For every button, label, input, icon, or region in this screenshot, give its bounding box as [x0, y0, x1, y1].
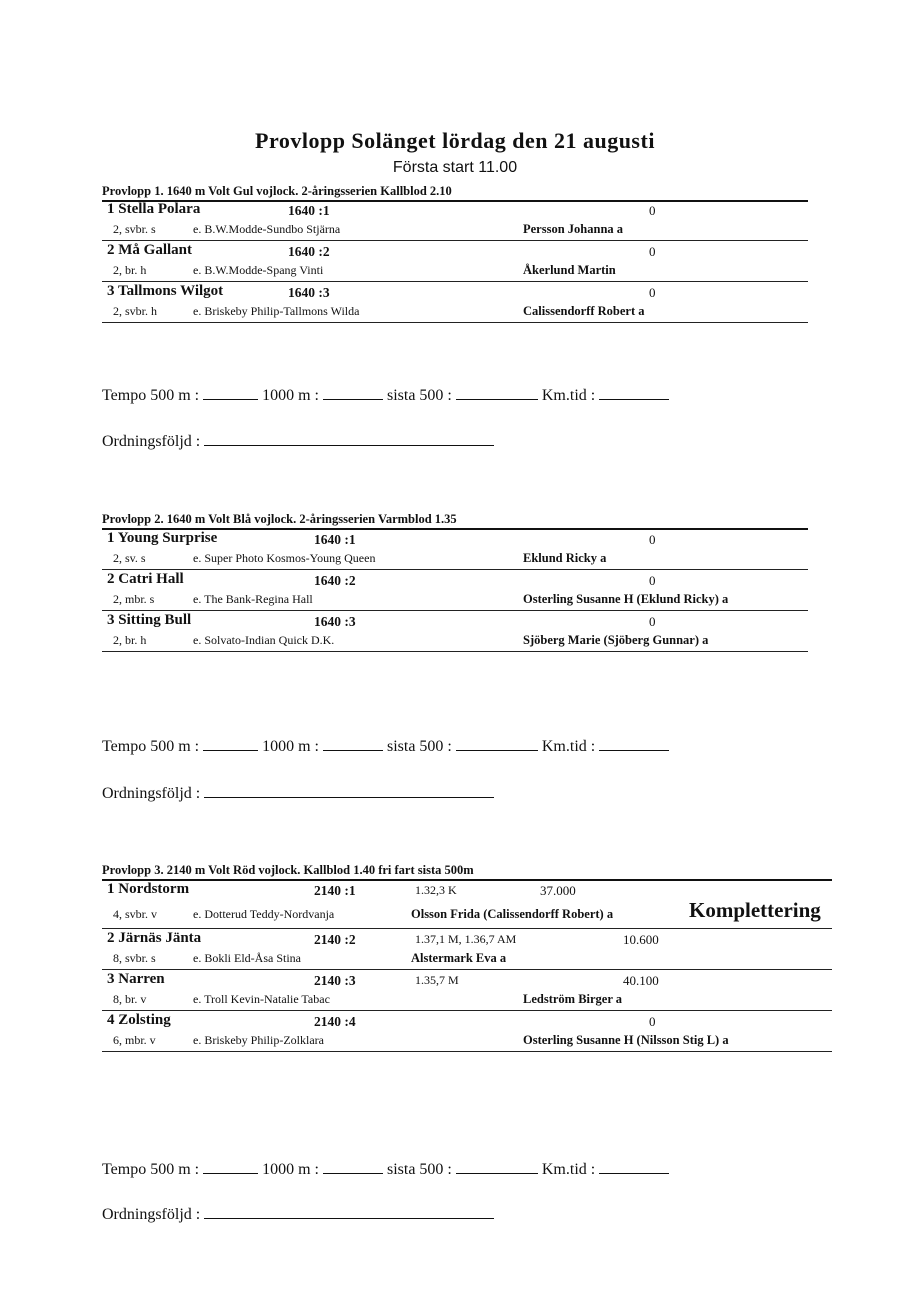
driver: Persson Johanna a [523, 222, 624, 236]
horse-info: 2, svbr. h [113, 304, 158, 318]
horse-name: 1 Young Surprise [107, 530, 218, 546]
horse-name: 3 Tallmons Wilgot [107, 283, 224, 299]
driver: Ledström Birger a [523, 992, 623, 1006]
sista-500-field[interactable] [456, 385, 538, 400]
tempo-500-field[interactable] [203, 1159, 258, 1174]
race-header: Provlopp 3. 2140 m Volt Röd vojlock. Kallblod 1.40 fri fart sista 500m [102, 863, 474, 877]
tempo-500-field[interactable] [203, 736, 258, 751]
earnings: 10.600 [623, 932, 659, 947]
tempo-1000-label: 1000 m : [262, 738, 319, 755]
horse-info: 8, br. v [113, 992, 147, 1006]
start-position: 1640 :3 [288, 285, 330, 300]
tempo-form [102, 385, 669, 405]
km-tid-field[interactable] [599, 736, 669, 751]
tempo-form [102, 736, 669, 756]
horse-info: 2, br. h [113, 263, 147, 277]
race-header: Provlopp 2. 1640 m Volt Blå vojlock. 2-åringsserien Varmblod 1.35 [102, 512, 457, 526]
ordning-field[interactable] [204, 783, 494, 798]
horse-name: 2 Catri Hall [107, 571, 184, 587]
earnings: 0 [649, 1014, 656, 1029]
record: 1.32,3 K [415, 883, 457, 897]
divider [102, 200, 808, 202]
sista-500-field[interactable] [456, 736, 538, 751]
horse-name: 1 Stella Polara [107, 201, 201, 217]
driver: Osterling Susanne H (Eklund Ricky) a [523, 592, 729, 606]
divider [102, 928, 832, 929]
sista-500-field[interactable] [456, 1159, 538, 1174]
km-tid-field[interactable] [599, 385, 669, 400]
ordning-form [102, 783, 494, 803]
start-position: 1640 :3 [314, 614, 356, 629]
pedigree: e. Super Photo Kosmos-Young Queen [193, 551, 376, 565]
divider [102, 322, 808, 323]
earnings: 40.100 [623, 973, 659, 988]
pedigree: e. Briskeby Philip-Tallmons Wilda [193, 304, 360, 318]
page-subtitle: Första start 11.00 [392, 159, 518, 176]
ordning-label: Ordningsföljd : [102, 433, 201, 450]
start-position: 1640 :2 [288, 244, 330, 259]
pedigree: e. Dotterud Teddy-Nordvanja [193, 907, 335, 921]
komplettering-note: Komplettering [689, 898, 821, 922]
horse-info: 2, mbr. s [113, 592, 155, 606]
tempo-500-field[interactable] [203, 385, 258, 400]
divider [102, 1010, 832, 1011]
ordning-label: Ordningsföljd : [102, 785, 201, 802]
tempo-1000-label: 1000 m : [262, 387, 319, 404]
pedigree: e. B.W.Modde-Spang Vinti [193, 263, 324, 277]
tempo-500-label: Tempo 500 m : [102, 387, 200, 404]
divider [102, 610, 808, 611]
ordning-form [102, 1204, 494, 1224]
earnings: 0 [649, 285, 656, 300]
start-position: 2140 :2 [314, 932, 356, 947]
horse-info: 8, svbr. s [113, 951, 156, 965]
start-position: 2140 :4 [314, 1014, 356, 1029]
km-tid-label: Km.tid : [541, 1161, 596, 1178]
earnings: 37.000 [540, 883, 576, 898]
km-tid-label: Km.tid : [541, 738, 596, 755]
pedigree: e. Bokli Eld-Åsa Stina [193, 951, 301, 965]
tempo-500-label: Tempo 500 m : [102, 1161, 200, 1178]
divider [102, 651, 808, 652]
driver: Osterling Susanne H (Nilsson Stig L) a [523, 1033, 729, 1047]
driver: Sjöberg Marie (Sjöberg Gunnar) a [523, 633, 709, 647]
horse-info: 2, svbr. s [113, 222, 156, 236]
ordning-field[interactable] [204, 1204, 494, 1219]
sista-500-label: sista 500 : [386, 387, 452, 404]
start-position: 1640 :1 [314, 532, 356, 547]
horse-name: 2 Må Gallant [107, 242, 192, 258]
earnings: 0 [649, 573, 656, 588]
start-position: 1640 :1 [288, 203, 330, 218]
km-tid-label: Km.tid : [541, 387, 596, 404]
tempo-1000-field[interactable] [323, 736, 383, 751]
divider [102, 879, 832, 881]
record: 1.35,7 M [415, 973, 459, 987]
horse-name: 3 Sitting Bull [107, 612, 192, 628]
pedigree: e. The Bank-Regina Hall [193, 592, 313, 606]
earnings: 0 [649, 244, 656, 259]
start-position: 2140 :3 [314, 973, 356, 988]
page-title: Provlopp Solänget lördag den 21 augusti [255, 128, 655, 153]
driver: Alstermark Eva a [411, 951, 507, 965]
horse-info: 6, mbr. v [113, 1033, 156, 1047]
divider [102, 281, 808, 282]
tempo-500-label: Tempo 500 m : [102, 738, 200, 755]
ordning-label: Ordningsföljd : [102, 1206, 201, 1223]
sista-500-label: sista 500 : [386, 1161, 452, 1178]
start-position: 1640 :2 [314, 573, 356, 588]
driver: Calissendorff Robert a [523, 304, 645, 318]
horse-name: 4 Zolsting [107, 1012, 171, 1028]
horse-info: 2, sv. s [113, 551, 146, 565]
horse-info: 4, svbr. v [113, 907, 158, 921]
sista-500-label: sista 500 : [386, 738, 452, 755]
tempo-1000-field[interactable] [323, 385, 383, 400]
pedigree: e. Briskeby Philip-Zolklara [193, 1033, 324, 1047]
driver: Olsson Frida (Calissendorff Robert) a [411, 907, 614, 921]
ordning-field[interactable] [204, 431, 494, 446]
ordning-form [102, 431, 494, 451]
horse-name: 1 Nordstorm [107, 881, 190, 897]
divider [102, 969, 832, 970]
divider [102, 1051, 832, 1052]
tempo-1000-field[interactable] [323, 1159, 383, 1174]
tempo-1000-label: 1000 m : [262, 1161, 319, 1178]
km-tid-field[interactable] [599, 1159, 669, 1174]
tempo-form [102, 1159, 669, 1179]
earnings: 0 [649, 203, 656, 218]
divider [102, 569, 808, 570]
horse-name: 3 Narren [107, 971, 165, 987]
race-header: Provlopp 1. 1640 m Volt Gul vojlock. 2-åringsserien Kallblod 2.10 [102, 184, 452, 198]
start-position: 2140 :1 [314, 883, 356, 898]
divider [102, 240, 808, 241]
driver: Åkerlund Martin [523, 263, 616, 277]
pedigree: e. Troll Kevin-Natalie Tabac [193, 992, 330, 1006]
record: 1.37,1 M, 1.36,7 AM [415, 932, 517, 946]
earnings: 0 [649, 614, 656, 629]
driver: Eklund Ricky a [523, 551, 607, 565]
horse-info: 2, br. h [113, 633, 147, 647]
pedigree: e. Solvato-Indian Quick D.K. [193, 633, 335, 647]
horse-name: 2 Järnäs Jänta [107, 930, 202, 946]
pedigree: e. B.W.Modde-Sundbo Stjärna [193, 222, 341, 236]
earnings: 0 [649, 532, 656, 547]
